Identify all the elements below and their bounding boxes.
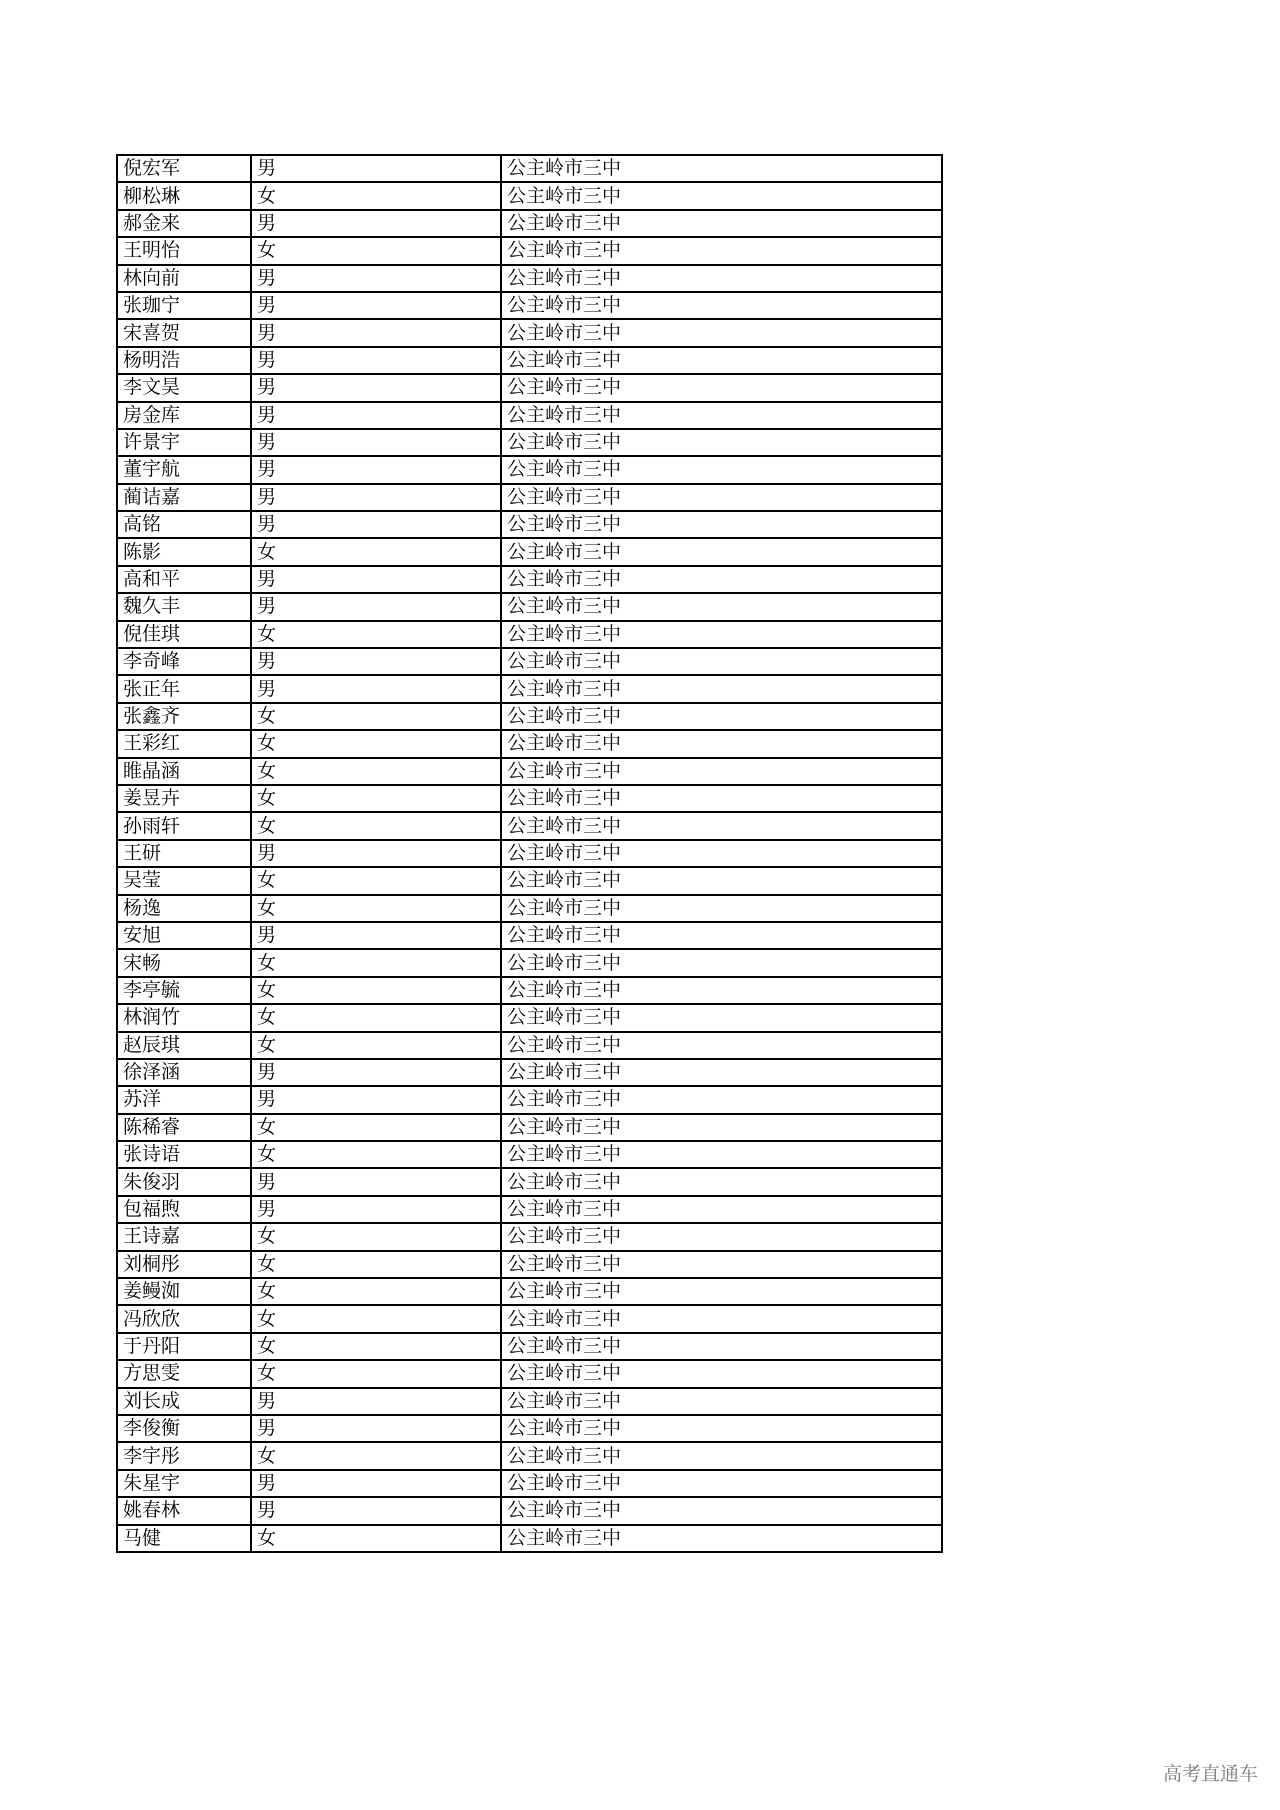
table-row [117, 155, 942, 182]
school-cell: 公主岭市三中 [501, 593, 942, 620]
gender-cell: 女 [251, 1032, 501, 1059]
name-cell: 王明怡 [117, 237, 251, 264]
table-row [117, 484, 942, 511]
name-cell: 冯欣欣 [117, 1305, 251, 1332]
name-cell: 朱星宇 [117, 1470, 251, 1497]
name-cell: 于丹阳 [117, 1333, 251, 1360]
name-cell: 刘长成 [117, 1388, 251, 1415]
school-cell: 公主岭市三中 [501, 1442, 942, 1469]
name-cell: 孙雨轩 [117, 812, 251, 839]
table-row [117, 648, 942, 675]
name-cell: 高铭 [117, 511, 251, 538]
gender-cell: 男 [251, 511, 501, 538]
gender-cell: 女 [251, 1525, 501, 1552]
table-row [117, 840, 942, 867]
name-cell: 杨明浩 [117, 347, 251, 374]
table-row [117, 785, 942, 812]
table-row [117, 593, 942, 620]
student-roster-table [116, 154, 943, 1553]
table-row [117, 621, 942, 648]
table-row [117, 182, 942, 209]
table-row [117, 1196, 942, 1223]
school-cell: 公主岭市三中 [501, 675, 942, 702]
school-cell: 公主岭市三中 [501, 977, 942, 1004]
name-cell: 吴莹 [117, 867, 251, 894]
gender-cell: 女 [251, 1305, 501, 1332]
table-row [117, 210, 942, 237]
gender-cell: 女 [251, 1114, 501, 1141]
gender-cell: 男 [251, 155, 501, 182]
name-cell: 倪宏军 [117, 155, 251, 182]
gender-cell: 男 [251, 292, 501, 319]
table-row [117, 429, 942, 456]
gender-cell: 男 [251, 648, 501, 675]
gender-cell: 女 [251, 182, 501, 209]
name-cell: 魏久丰 [117, 593, 251, 620]
gender-cell: 男 [251, 675, 501, 702]
school-cell: 公主岭市三中 [501, 840, 942, 867]
gender-cell: 女 [251, 1251, 501, 1278]
table-row [117, 1004, 942, 1031]
table-row [117, 1032, 942, 1059]
school-cell: 公主岭市三中 [501, 210, 942, 237]
gender-cell: 女 [251, 1004, 501, 1031]
gender-cell: 男 [251, 347, 501, 374]
gender-cell: 男 [251, 1168, 501, 1195]
gender-cell: 男 [251, 840, 501, 867]
gender-cell: 女 [251, 237, 501, 264]
name-cell: 刘桐彤 [117, 1251, 251, 1278]
school-cell: 公主岭市三中 [501, 922, 942, 949]
roster-body [117, 155, 942, 1552]
name-cell: 李宇彤 [117, 1442, 251, 1469]
gender-cell: 女 [251, 621, 501, 648]
name-cell: 宋畅 [117, 949, 251, 976]
school-cell: 公主岭市三中 [501, 1223, 942, 1250]
table-row [117, 1305, 942, 1332]
name-cell: 林向前 [117, 265, 251, 292]
name-cell: 柳松琳 [117, 182, 251, 209]
name-cell: 李文昊 [117, 374, 251, 401]
name-cell: 姚春林 [117, 1497, 251, 1524]
gender-cell: 男 [251, 374, 501, 401]
table-row [117, 1168, 942, 1195]
table-row [117, 730, 942, 757]
table-row [117, 456, 942, 483]
gender-cell: 男 [251, 1470, 501, 1497]
table-row [117, 402, 942, 429]
school-cell: 公主岭市三中 [501, 1470, 942, 1497]
name-cell: 朱俊羽 [117, 1168, 251, 1195]
table-row [117, 1388, 942, 1415]
table-row [117, 1442, 942, 1469]
table-row [117, 703, 942, 730]
school-cell: 公主岭市三中 [501, 758, 942, 785]
table-row [117, 1223, 942, 1250]
name-cell: 徐泽涵 [117, 1059, 251, 1086]
table-row [117, 265, 942, 292]
table-row [117, 1360, 942, 1387]
name-cell: 张珈宁 [117, 292, 251, 319]
school-cell: 公主岭市三中 [501, 374, 942, 401]
school-cell: 公主岭市三中 [501, 1525, 942, 1552]
gender-cell: 男 [251, 1059, 501, 1086]
table-row [117, 1525, 942, 1552]
gender-cell: 男 [251, 1388, 501, 1415]
table-row [117, 1086, 942, 1113]
school-cell: 公主岭市三中 [501, 347, 942, 374]
table-row [117, 319, 942, 346]
school-cell: 公主岭市三中 [501, 1004, 942, 1031]
table-row [117, 867, 942, 894]
gender-cell: 男 [251, 210, 501, 237]
school-cell: 公主岭市三中 [501, 292, 942, 319]
gender-cell: 男 [251, 265, 501, 292]
school-cell: 公主岭市三中 [501, 511, 942, 538]
school-cell: 公主岭市三中 [501, 1059, 942, 1086]
name-cell: 王研 [117, 840, 251, 867]
school-cell: 公主岭市三中 [501, 895, 942, 922]
name-cell: 王彩红 [117, 730, 251, 757]
table-row [117, 949, 942, 976]
name-cell: 姜鳗洳 [117, 1278, 251, 1305]
name-cell: 李俊衡 [117, 1415, 251, 1442]
school-cell: 公主岭市三中 [501, 1305, 942, 1332]
school-cell: 公主岭市三中 [501, 949, 942, 976]
table-row [117, 895, 942, 922]
school-cell: 公主岭市三中 [501, 1251, 942, 1278]
school-cell: 公主岭市三中 [501, 1196, 942, 1223]
school-cell: 公主岭市三中 [501, 1168, 942, 1195]
school-cell: 公主岭市三中 [501, 730, 942, 757]
gender-cell: 男 [251, 456, 501, 483]
table-row [117, 1470, 942, 1497]
school-cell: 公主岭市三中 [501, 484, 942, 511]
name-cell: 宋喜贺 [117, 319, 251, 346]
school-cell: 公主岭市三中 [501, 566, 942, 593]
school-cell: 公主岭市三中 [501, 867, 942, 894]
table-row [117, 1251, 942, 1278]
gender-cell: 女 [251, 703, 501, 730]
gender-cell: 男 [251, 922, 501, 949]
table-row [117, 566, 942, 593]
school-cell: 公主岭市三中 [501, 621, 942, 648]
name-cell: 房金库 [117, 402, 251, 429]
school-cell: 公主岭市三中 [501, 1388, 942, 1415]
school-cell: 公主岭市三中 [501, 237, 942, 264]
gender-cell: 女 [251, 538, 501, 565]
name-cell: 林润竹 [117, 1004, 251, 1031]
watermark-text: 高考直通车 [1162, 1763, 1258, 1785]
table-row [117, 1333, 942, 1360]
name-cell: 睢晶涵 [117, 758, 251, 785]
gender-cell: 女 [251, 785, 501, 812]
gender-cell: 女 [251, 1141, 501, 1168]
gender-cell: 女 [251, 758, 501, 785]
name-cell: 安旭 [117, 922, 251, 949]
table-row [117, 1497, 942, 1524]
gender-cell: 男 [251, 402, 501, 429]
school-cell: 公主岭市三中 [501, 785, 942, 812]
school-cell: 公主岭市三中 [501, 1114, 942, 1141]
name-cell: 郝金来 [117, 210, 251, 237]
table-row [117, 1141, 942, 1168]
school-cell: 公主岭市三中 [501, 1415, 942, 1442]
school-cell: 公主岭市三中 [501, 1086, 942, 1113]
school-cell: 公主岭市三中 [501, 1278, 942, 1305]
school-cell: 公主岭市三中 [501, 182, 942, 209]
name-cell: 包福煦 [117, 1196, 251, 1223]
table-row [117, 538, 942, 565]
name-cell: 陈影 [117, 538, 251, 565]
school-cell: 公主岭市三中 [501, 648, 942, 675]
name-cell: 蔺诘嘉 [117, 484, 251, 511]
name-cell: 马健 [117, 1525, 251, 1552]
table-row [117, 675, 942, 702]
table-row [117, 292, 942, 319]
school-cell: 公主岭市三中 [501, 703, 942, 730]
name-cell: 苏洋 [117, 1086, 251, 1113]
school-cell: 公主岭市三中 [501, 155, 942, 182]
table-row [117, 511, 942, 538]
name-cell: 杨逸 [117, 895, 251, 922]
name-cell: 赵辰琪 [117, 1032, 251, 1059]
name-cell: 高和平 [117, 566, 251, 593]
school-cell: 公主岭市三中 [501, 1032, 942, 1059]
name-cell: 许景宇 [117, 429, 251, 456]
gender-cell: 女 [251, 977, 501, 1004]
gender-cell: 女 [251, 812, 501, 839]
name-cell: 倪佳琪 [117, 621, 251, 648]
name-cell: 李亭毓 [117, 977, 251, 1004]
gender-cell: 男 [251, 566, 501, 593]
table-row [117, 922, 942, 949]
name-cell: 张鑫齐 [117, 703, 251, 730]
school-cell: 公主岭市三中 [501, 265, 942, 292]
school-cell: 公主岭市三中 [501, 812, 942, 839]
table-row [117, 237, 942, 264]
gender-cell: 女 [251, 1278, 501, 1305]
table-row [117, 812, 942, 839]
gender-cell: 女 [251, 1360, 501, 1387]
school-cell: 公主岭市三中 [501, 456, 942, 483]
gender-cell: 男 [251, 1497, 501, 1524]
gender-cell: 女 [251, 1442, 501, 1469]
table-row [117, 1114, 942, 1141]
name-cell: 董宇航 [117, 456, 251, 483]
gender-cell: 女 [251, 1333, 501, 1360]
school-cell: 公主岭市三中 [501, 538, 942, 565]
name-cell: 方思雯 [117, 1360, 251, 1387]
gender-cell: 女 [251, 867, 501, 894]
gender-cell: 女 [251, 730, 501, 757]
gender-cell: 男 [251, 593, 501, 620]
school-cell: 公主岭市三中 [501, 402, 942, 429]
gender-cell: 女 [251, 1223, 501, 1250]
table-row [117, 977, 942, 1004]
gender-cell: 男 [251, 484, 501, 511]
table-row [117, 1415, 942, 1442]
table-row [117, 374, 942, 401]
table-row [117, 1278, 942, 1305]
school-cell: 公主岭市三中 [501, 1360, 942, 1387]
school-cell: 公主岭市三中 [501, 1497, 942, 1524]
school-cell: 公主岭市三中 [501, 319, 942, 346]
gender-cell: 男 [251, 319, 501, 346]
gender-cell: 男 [251, 429, 501, 456]
name-cell: 王诗嘉 [117, 1223, 251, 1250]
name-cell: 姜昱卉 [117, 785, 251, 812]
name-cell: 张诗语 [117, 1141, 251, 1168]
school-cell: 公主岭市三中 [501, 1141, 942, 1168]
table-row [117, 347, 942, 374]
gender-cell: 男 [251, 1196, 501, 1223]
name-cell: 李奇峰 [117, 648, 251, 675]
gender-cell: 男 [251, 1415, 501, 1442]
name-cell: 张正年 [117, 675, 251, 702]
gender-cell: 男 [251, 1086, 501, 1113]
gender-cell: 女 [251, 949, 501, 976]
table-row [117, 1059, 942, 1086]
name-cell: 陈稀睿 [117, 1114, 251, 1141]
school-cell: 公主岭市三中 [501, 1333, 942, 1360]
gender-cell: 女 [251, 895, 501, 922]
school-cell: 公主岭市三中 [501, 429, 942, 456]
table-row [117, 758, 942, 785]
